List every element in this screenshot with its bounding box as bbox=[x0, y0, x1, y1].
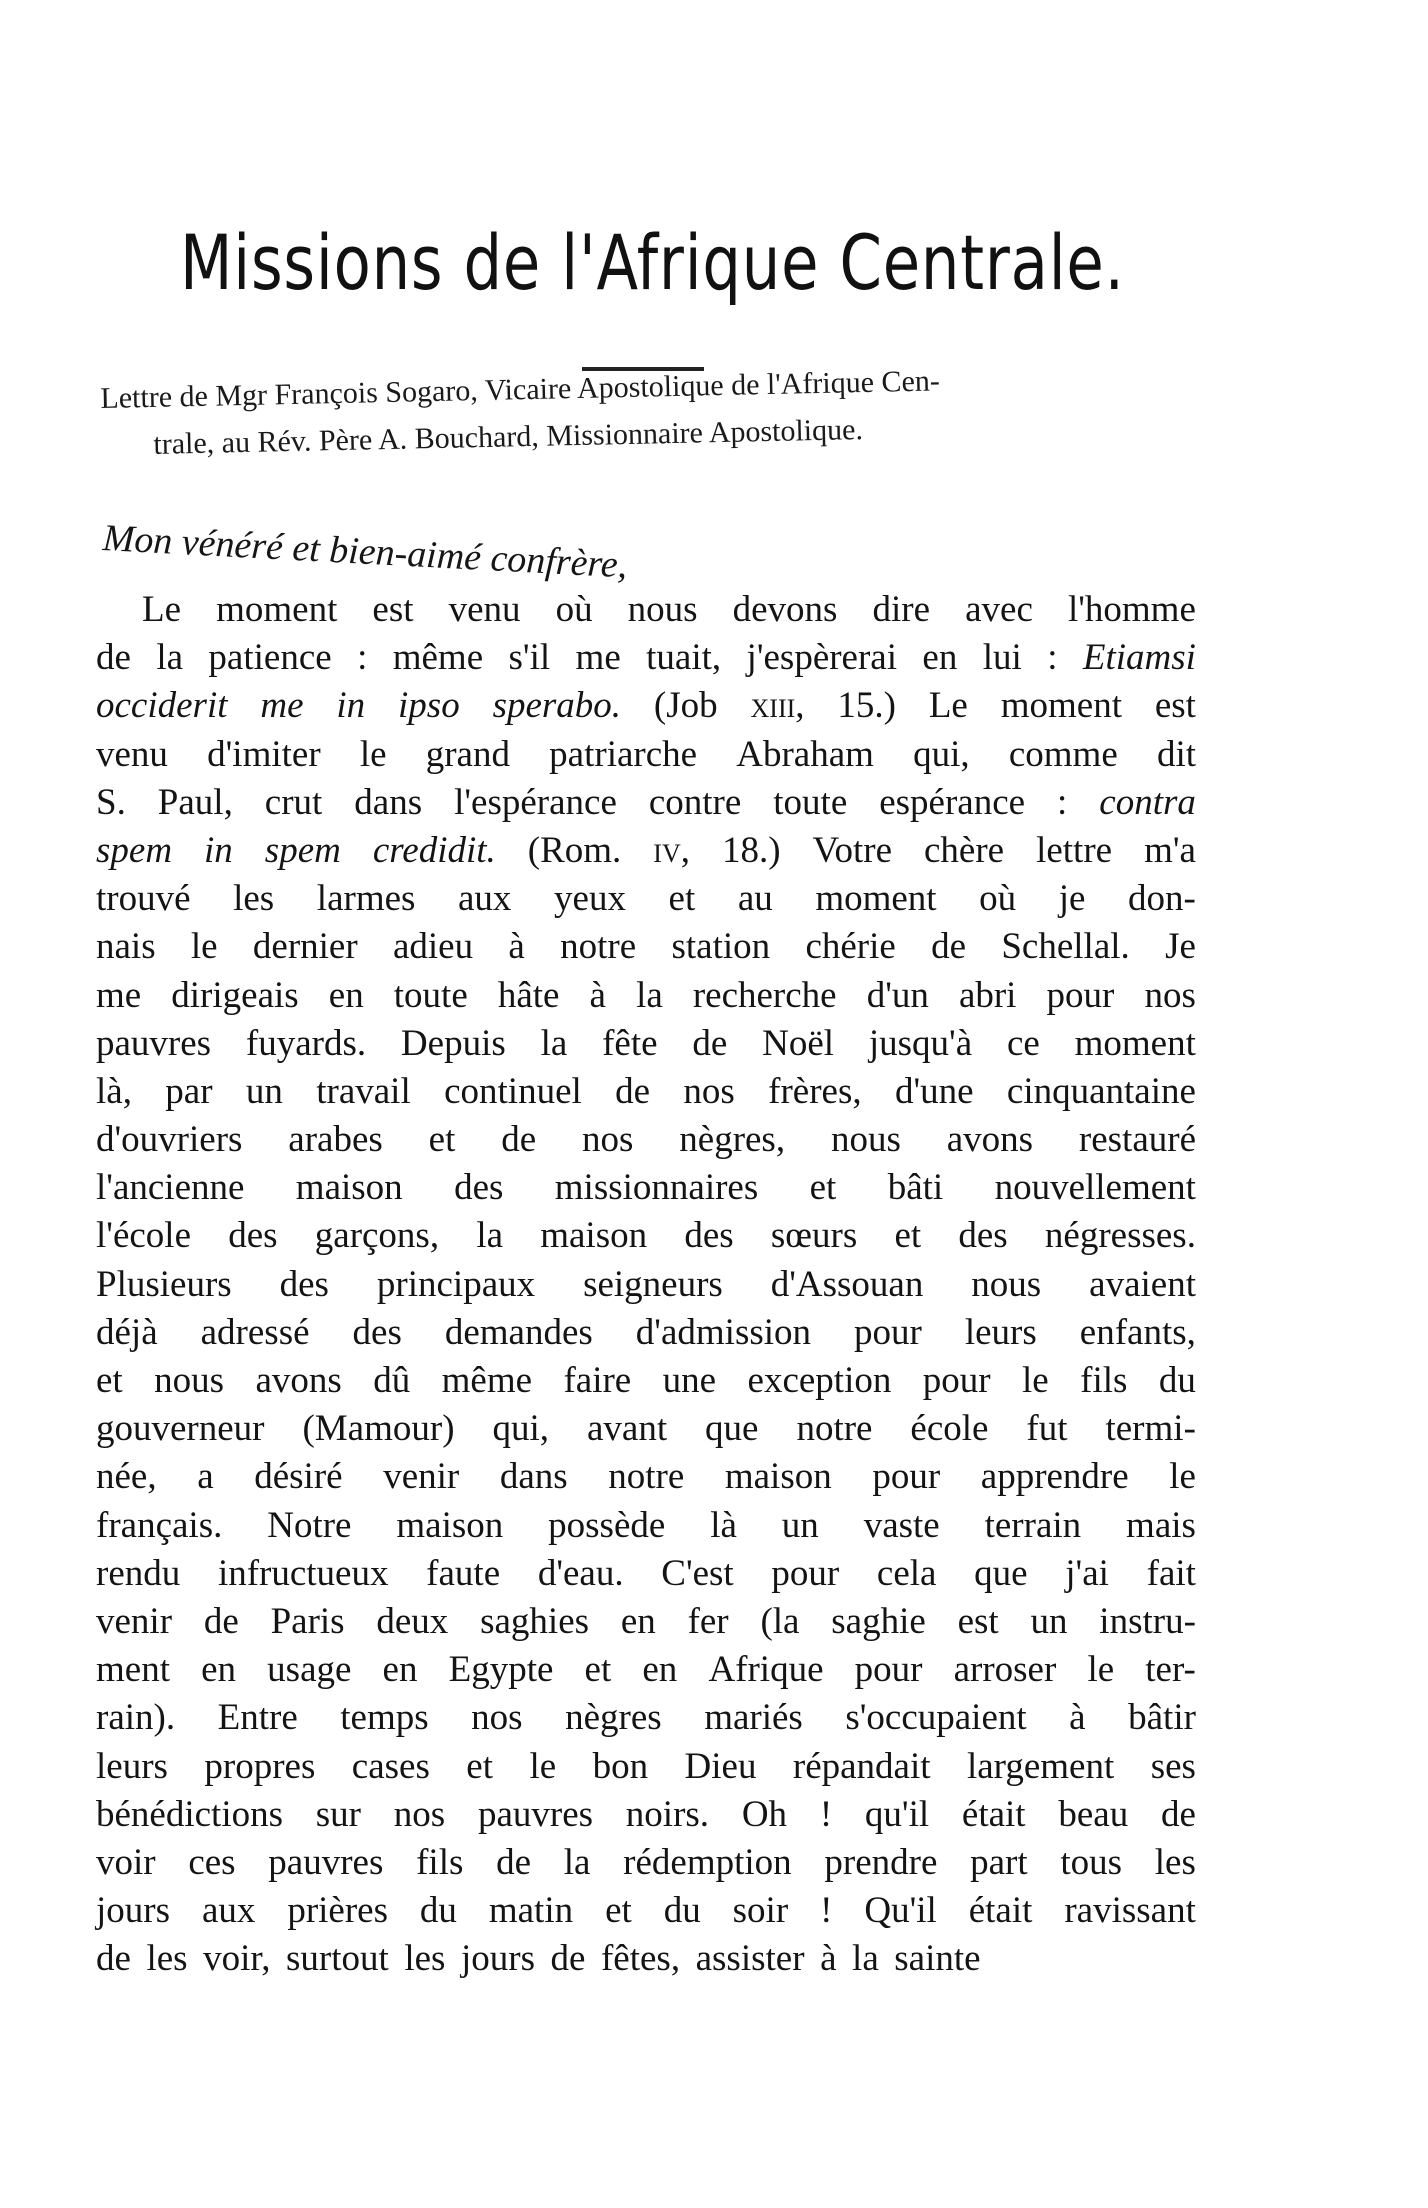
letter-body bbox=[96, 586, 1196, 1983]
text-line: de la patience : même s'il me tuait, j'espèrerai en lui : Etiamsi bbox=[96, 637, 1196, 679]
text-line: bénédictions sur nos pauvres noirs. Oh ! qu'il était beau de bbox=[96, 1793, 1196, 1835]
letter-heading-line-1: Lettre de Mgr François Sogaro, Vicaire Apostolique de l'Afrique Cen- bbox=[100, 364, 941, 415]
text-line: occiderit me in ipso sperabo. (Job xiii, 15.) Le moment est bbox=[96, 685, 1196, 727]
text-line: jours aux prières du matin et du soir ! Qu'il était ravissant bbox=[96, 1890, 1196, 1932]
text-line: rendu infructueux faute d'eau. C'est pour cela que j'ai fait bbox=[96, 1552, 1196, 1594]
text-line: venu d'imiter le grand patriarche Abraham qui, comme dit bbox=[96, 733, 1196, 775]
text-line: rain). Entre temps nos nègres mariés s'occupaient à bâtir bbox=[96, 1697, 1196, 1739]
page-title: Missions de l'Afrique Centrale. bbox=[180, 218, 1125, 307]
text-line: et nous avons dû même faire une exception pour le fils du bbox=[96, 1360, 1196, 1401]
text-line: l'ancienne maison des missionnaires et bâti nouvellement bbox=[96, 1167, 1196, 1209]
text-line: leurs propres cases et le bon Dieu répandait largement ses bbox=[96, 1745, 1196, 1787]
text-line: pauvres fuyards. Depuis la fête de Noël jusqu'à ce moment bbox=[96, 1022, 1196, 1064]
letter-heading-line-2: trale, au Rév. Père A. Bouchard, Missionnaire Apostolique. bbox=[153, 412, 864, 461]
letter-heading bbox=[100, 358, 941, 469]
text-line: Le moment est venu où nous devons dire avec l'homme bbox=[142, 589, 1196, 630]
text-line: spem in spem credidit. (Rom. iv, 18.) Votre chère lettre m'a bbox=[96, 829, 1196, 871]
text-line: S. Paul, crut dans l'espérance contre toute espérance : contra bbox=[96, 781, 1196, 823]
text-line: trouvé les larmes aux yeux et au moment où je don- bbox=[96, 878, 1196, 920]
text-line: me dirigeais en toute hâte à la recherche d'un abri pour nos bbox=[96, 974, 1196, 1016]
text-line: français. Notre maison possède là un vaste terrain mais bbox=[96, 1504, 1196, 1546]
text-line: là, par un travail continuel de nos frères, d'une cinquantaine bbox=[96, 1070, 1196, 1112]
text-line: déjà adressé des demandes d'admission pour leurs enfants, bbox=[96, 1311, 1196, 1353]
text-line: ment en usage en Egypte et en Afrique pour arroser le ter- bbox=[96, 1649, 1196, 1691]
text-line: l'école des garçons, la maison des sœurs et des négresses. bbox=[96, 1215, 1196, 1257]
text-line: de les voir, surtout les jours de fêtes, assister à la sainte bbox=[96, 1938, 981, 1980]
salutation: Mon vénéré et bien-aimé confrère, bbox=[101, 516, 629, 587]
text-line: voir ces pauvres fils de la rédemption prendre part tous les bbox=[96, 1841, 1196, 1883]
text-line: d'ouvriers arabes et de nos nègres, nous avons restauré bbox=[96, 1119, 1196, 1161]
text-line: venir de Paris deux saghies en fer (la saghie est un instru- bbox=[96, 1600, 1196, 1642]
text-line: gouverneur (Mamour) qui, avant que notre école fut termi- bbox=[96, 1408, 1196, 1450]
text-line: née, a désiré venir dans notre maison pour apprendre le bbox=[96, 1456, 1196, 1498]
text-line: Plusieurs des principaux seigneurs d'Assouan nous avaient bbox=[96, 1263, 1196, 1305]
text-line: nais le dernier adieu à notre station chérie de Schellal. Je bbox=[96, 926, 1196, 968]
